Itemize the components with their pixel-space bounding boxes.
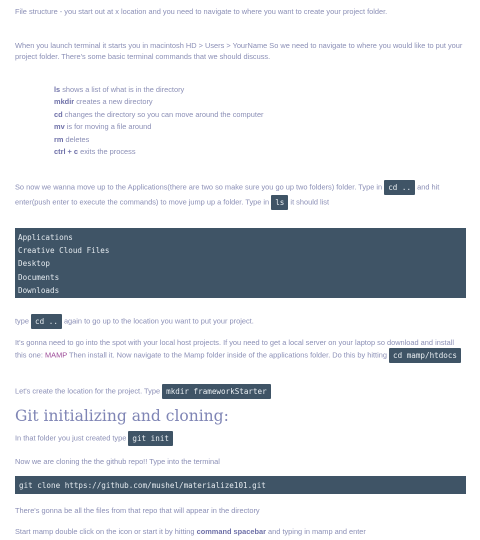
move-up-paragraph: So now we wanna move up to the Applications(there are two so make sure you go up two folders) folder. Type in cd .. and hit enter(push enter to execute the commands) to move jump up a folder. Type in ls it should list (15, 180, 465, 210)
clone-command-codeblock: git clone https://github.com/mushel/materialize101.git (15, 476, 466, 494)
git-init-paragraph: In that folder you just created type git init (15, 431, 465, 446)
file-structure-paragraph: File structure - you start out at x location and you need to navigate to where you want to create your project folder. (15, 7, 388, 16)
launch-paragraph: When you launch terminal it starts you in macintosh HD > Users > YourName So we need to navigate to where you would like to put your project folder. There's some basic terminal commands that we should discuss. (15, 41, 463, 61)
inline-code-cd: cd .. (384, 180, 415, 195)
inline-code-git-init: git init (128, 431, 173, 446)
mamp-link[interactable]: MAMP (45, 350, 68, 360)
cloning-paragraph: Now we are cloning the the github repo!! Type into the terminal (15, 457, 220, 466)
inline-code-ls: ls (271, 195, 288, 210)
create-location-paragraph: Let's create the location for the project. Type mkdir frameworkStarter (15, 384, 465, 399)
inline-code-mkdir: mkdir frameworkStarter (162, 384, 271, 399)
git-heading: Git initializing and cloning: (15, 407, 229, 425)
command-item: cd changes the directory so you can move around the computer (54, 109, 264, 119)
inline-code-cd: cd .. (31, 314, 62, 329)
command-list (54, 84, 454, 158)
command-item: mkdir creates a new directory (54, 97, 153, 107)
type-again-paragraph: type cd .. again to go up to the location you want to put your project. (15, 314, 465, 329)
inline-code-cd-mamp: cd mamp/htdocs (389, 348, 461, 363)
command-item: rm deletes (54, 134, 90, 144)
start-mamp-paragraph: Start mamp double click on the icon or start it by hitting command spacebar and typing in mamp and enter (15, 527, 366, 536)
command-item: ctrl + c exits the process (54, 147, 136, 157)
files-paragraph: There's gonna be all the files from that repo that will appear in the directory (15, 506, 260, 515)
ls-output-codeblock: Applications Creative Cloud Files Desktop Documents Downloads (15, 228, 466, 298)
command-item: ls shows a list of what is in the directory (54, 85, 185, 94)
command-item: mv is for moving a file around (54, 122, 152, 132)
server-paragraph: It's gonna need to go into the spot with your local host projects. If you need to get a local server on your laptop so download and install this one: MAMP Then install it. Now navigate to the Mamp folder inside of the applications folder. Do this by hitting cd mamp/htdocs (15, 337, 465, 363)
